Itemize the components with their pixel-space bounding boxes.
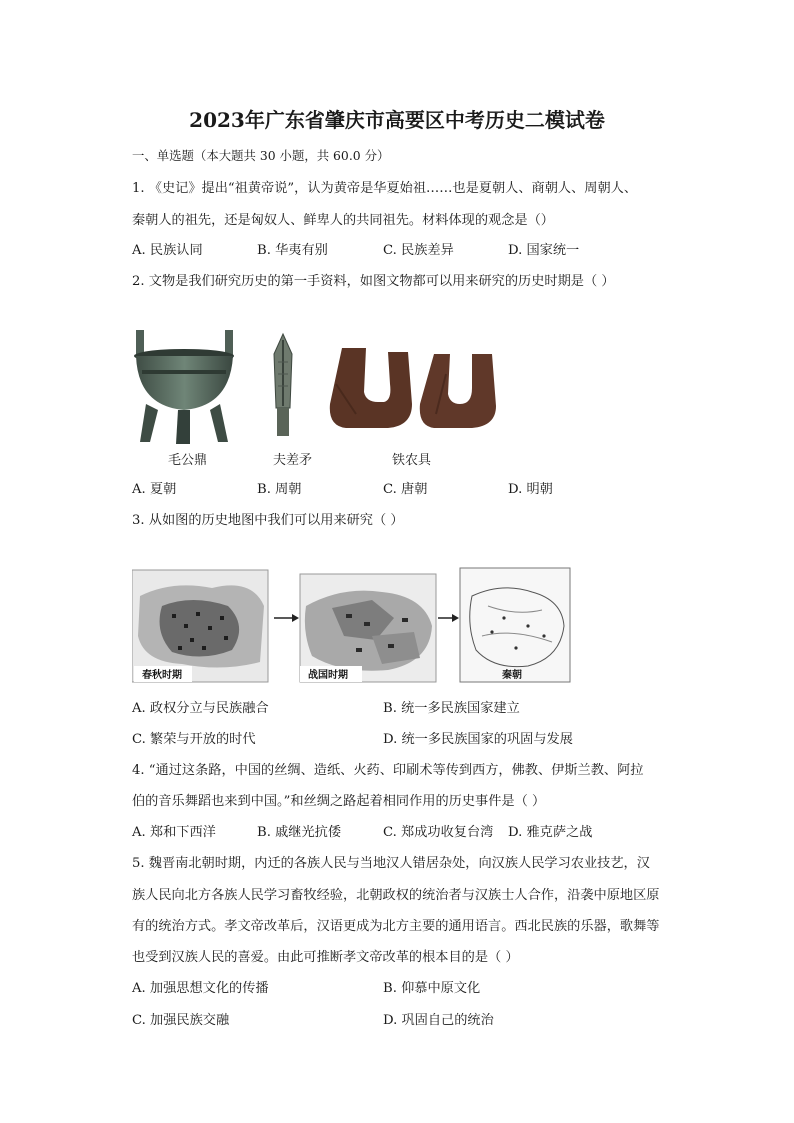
option-b[interactable]: B. 仰慕中原文化 [383,981,481,996]
option-b[interactable]: B. 周朝 [257,482,302,497]
option-c[interactable]: C. 加强民族交融 [132,1013,230,1028]
question-2-line-1: 2. 文物是我们研究历史的第一手资料，如图文物都可以用来研究的历史时期是（ ） [132,274,615,289]
option-a[interactable]: A. 政权分立与民族融合 [132,701,269,716]
option-b[interactable]: B. 统一多民族国家建立 [383,701,520,716]
caption-iron-tools: 铁农具 [392,453,432,468]
option-a[interactable]: A. 加强思想文化的传播 [132,981,269,996]
question-5-line-4: 也受到汉族人民的喜爱。由此可推断孝文帝改革的根本目的是（ ） [132,950,519,965]
iron-tools-image [326,344,506,430]
ding-vessel-image [132,326,237,446]
map-label-warring-states: 战国时期 [308,670,348,681]
question-5-line-1: 5. 魏晋南北朝时期，内迁的各族人民与当地汉人错居杂处，向汉族人民学习农业技艺，汉 [132,856,650,871]
option-a[interactable]: A. 民族认同 [132,243,203,258]
option-c[interactable]: C. 民族差异 [383,243,454,258]
option-d[interactable]: D. 雅克萨之战 [508,825,593,840]
question-4-line-1: 4. “通过这条路，中国的丝绸、造纸、火药、印刷术等传到西方，佛教、伊斯兰教、阿拉 [132,763,644,778]
option-a[interactable]: A. 夏朝 [132,482,177,497]
option-c[interactable]: C. 郑成功收复台湾 [383,825,494,840]
question-1-line-2: 秦朝人的祖先，还是匈奴人、鲜卑人的共同祖先。材料体现的观念是（） [132,213,554,228]
caption-ding: 毛公鼎 [168,453,208,468]
option-b[interactable]: B. 戚继光抗倭 [257,825,342,840]
historical-maps-image [132,566,572,686]
option-c[interactable]: C. 繁荣与开放的时代 [132,732,256,747]
map-label-spring-autumn: 春秋时期 [142,670,182,681]
option-d[interactable]: D. 国家统一 [508,243,580,258]
map-label-qin: 秦朝 [502,670,522,681]
section-heading: 一、单选题（本大题共 30 小题，共 60.0 分） [132,148,390,163]
option-d[interactable]: D. 统一多民族国家的巩固与发展 [383,732,573,747]
option-a[interactable]: A. 郑和下西洋 [132,825,216,840]
question-4-line-2: 伯的音乐舞蹈也来到中国。”和丝绸之路起着相同作用的历史事件是（ ） [132,794,546,809]
spear-image [268,332,298,440]
map-qin [460,568,570,682]
question-1-line-1: 1. 《史记》提出“祖黄帝说”，认为黄帝是华夏始祖……也是夏朝人、商朝人、周朝人、 [132,181,638,196]
question-5-line-3: 有的统治方式。孝文帝改革后，汉语更成为北方主要的通用语言。西北民族的乐器，歌舞等 [132,919,660,934]
option-d[interactable]: D. 巩固自己的统治 [383,1013,494,1028]
exam-title: 2023年广东省肇庆市高要区中考历史二模试卷 [189,108,605,132]
question-5-line-2: 族人民向北方各族人民学习畜牧经验，北朝政权的统治者与汉族士人合作，沿袭中原地区原 [132,888,660,903]
option-d[interactable]: D. 明朝 [508,482,553,497]
option-b[interactable]: B. 华夷有别 [257,243,328,258]
question-3-line-1: 3. 从如图的历史地图中我们可以用来研究（ ） [132,513,404,528]
option-c[interactable]: C. 唐朝 [383,482,428,497]
caption-spear: 夫差矛 [273,453,313,468]
